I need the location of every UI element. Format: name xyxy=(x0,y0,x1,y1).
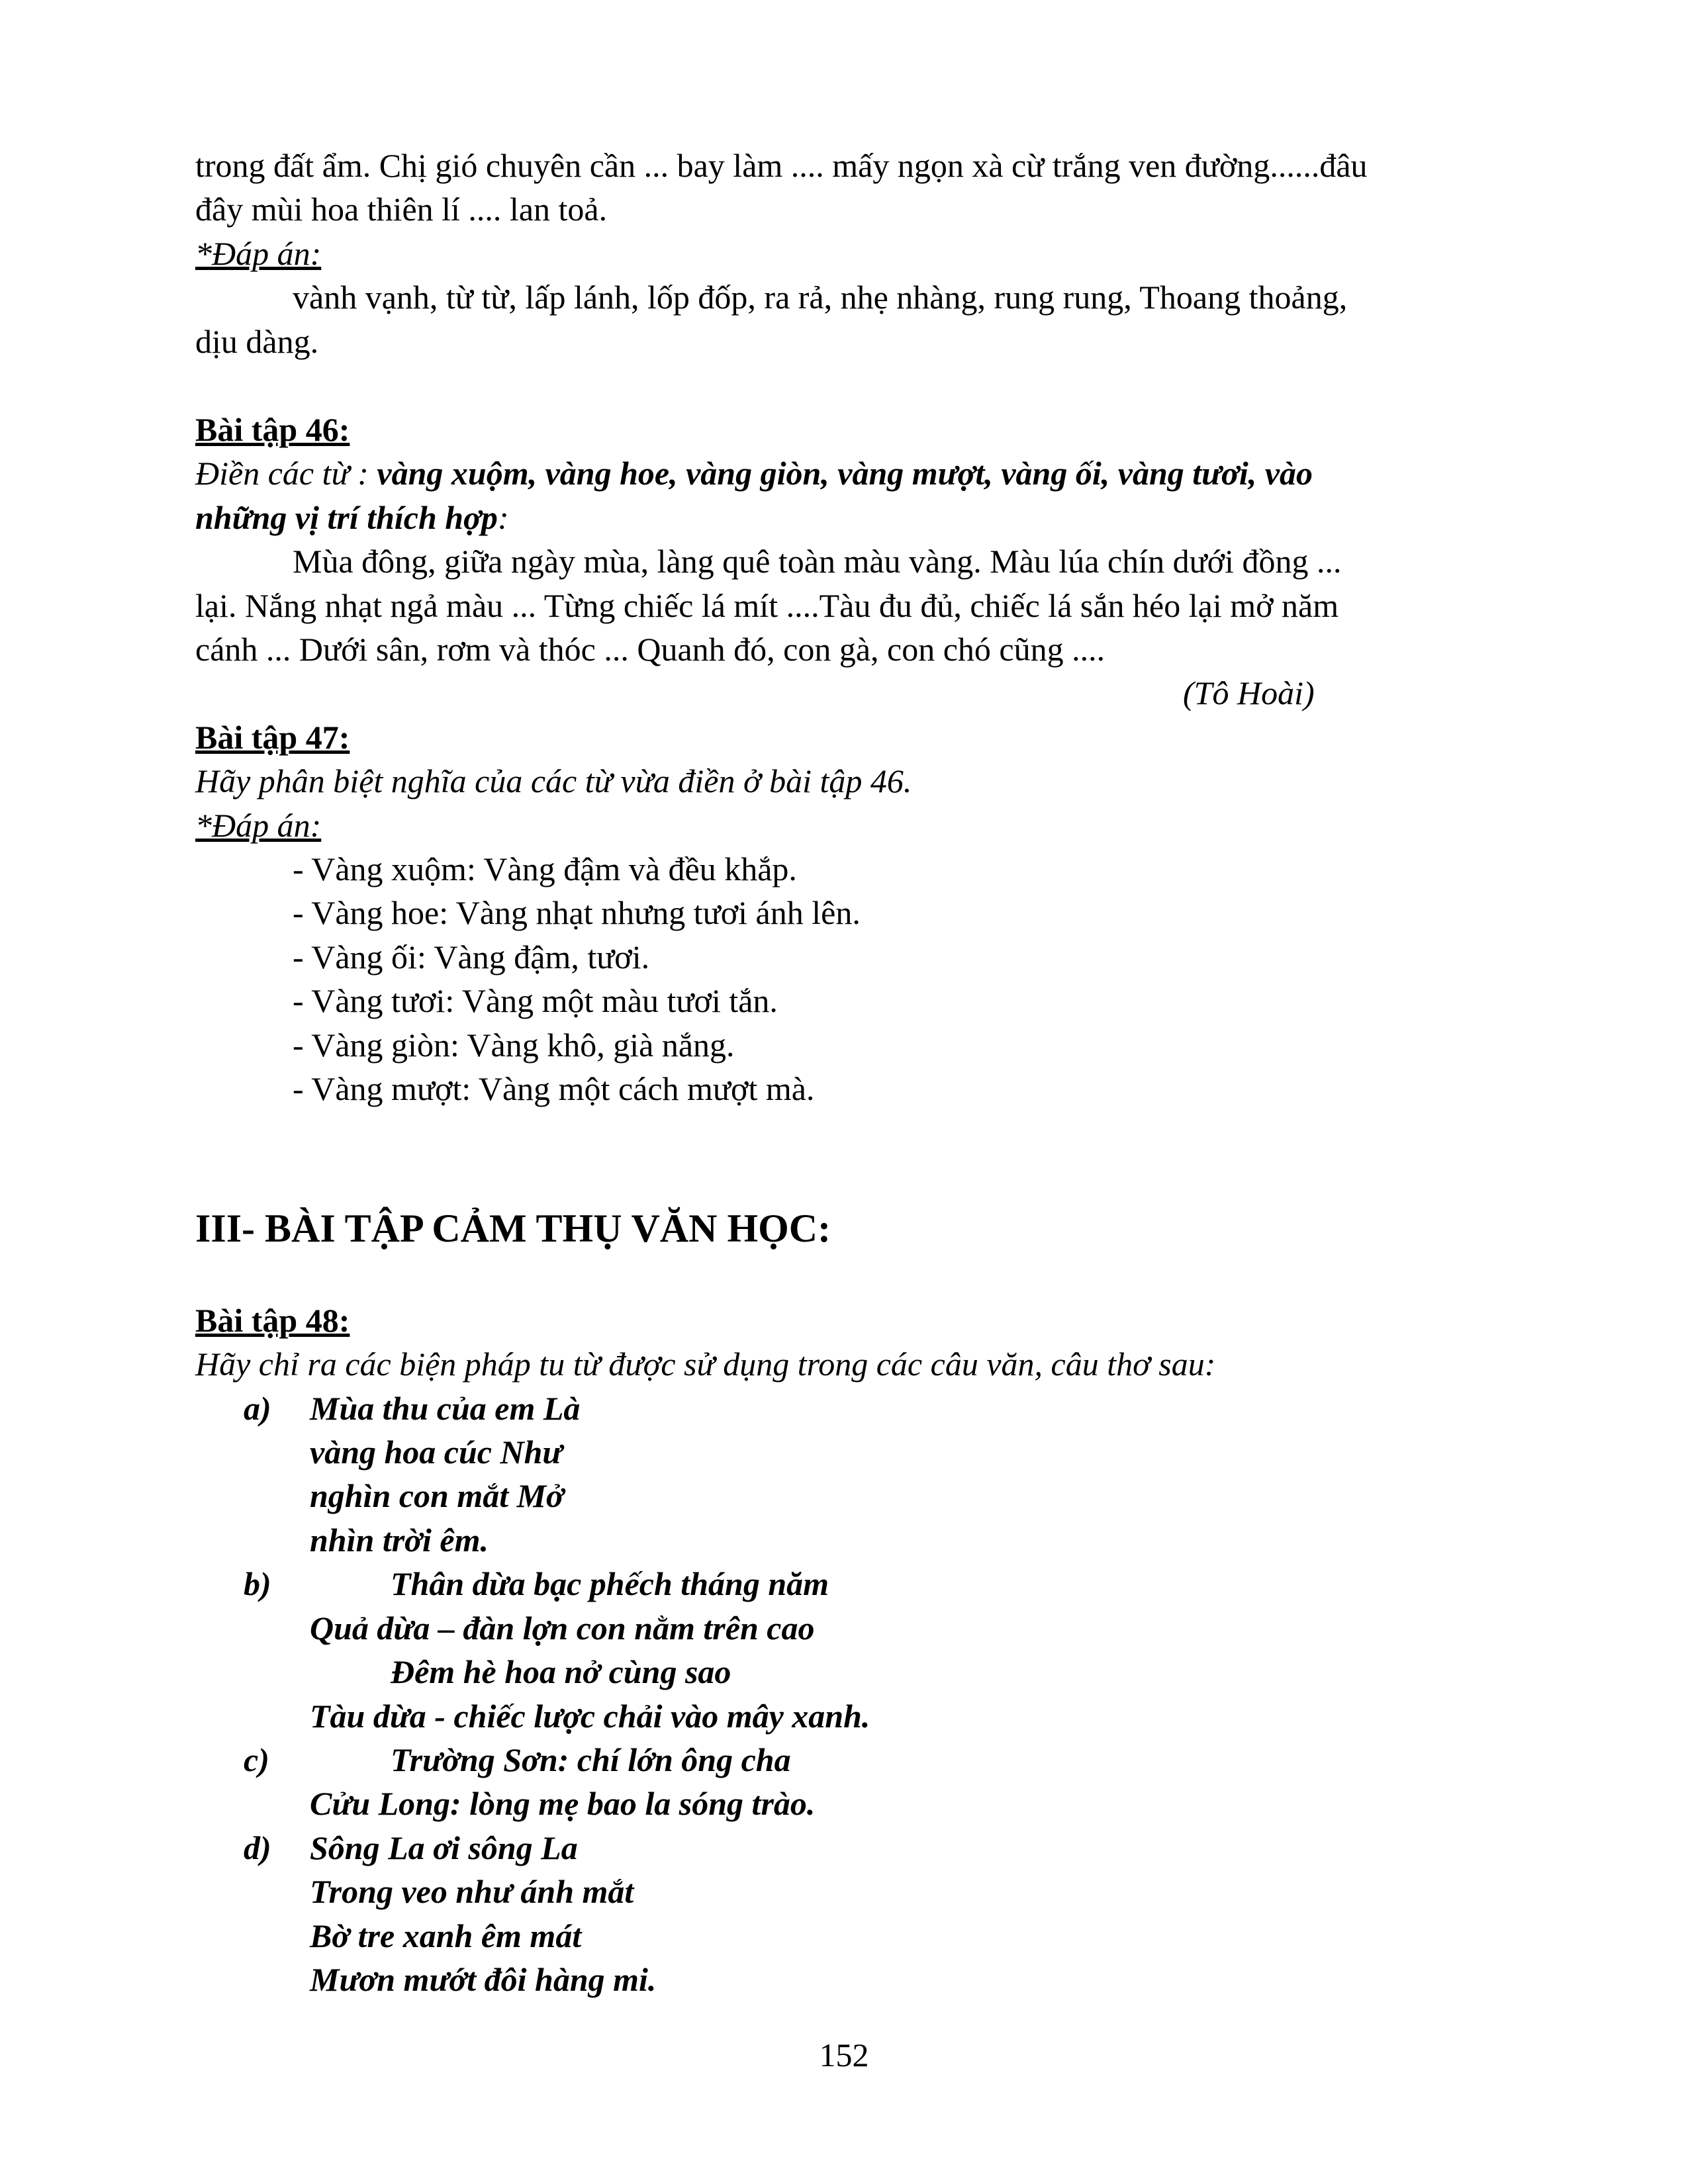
poem-line: Tàu dừa - chiếc lược chải vào mây xanh. xyxy=(310,1698,870,1735)
exercise-46-text: lại. Nắng nhạt ngả màu ... Từng chiếc lá mít ....Tàu đu đủ, chiếc lá sắn héo lại mở năm xyxy=(195,587,1339,624)
exercise-48-title: Bài tập 48: xyxy=(195,1302,350,1339)
exercise-48-prompt: Hãy chỉ ra các biện pháp tu từ được sử dụng trong các câu văn, câu thơ sau: xyxy=(195,1345,1216,1383)
exercise-46-prompt-cont xyxy=(195,496,509,539)
poem-line: Quả dừa – đàn lợn con nằm trên cao xyxy=(310,1610,815,1647)
prompt-words: vàng xuộm, vàng hoe, vàng giòn, vàng mượt, vàng ối, vàng tươi, vào xyxy=(377,455,1313,492)
poem-line: Thân dừa bạc phếch tháng năm xyxy=(391,1565,829,1602)
poem-line: Bờ tre xanh êm mát xyxy=(310,1917,582,1954)
list-item: - Vàng xuộm: Vàng đậm và đều khắp. xyxy=(293,850,797,887)
list-item: - Vàng ối: Vàng đậm, tươi. xyxy=(293,938,650,976)
exercise-46-title: Bài tập 46: xyxy=(195,411,350,448)
answer-line: dịu dàng. xyxy=(195,323,319,360)
item-label: a) xyxy=(244,1390,271,1427)
poem-line: Cửu Long: lòng mẹ bao la sóng trào. xyxy=(310,1785,816,1822)
poem-line: nhìn trời êm. xyxy=(310,1522,489,1559)
intro-line: trong đất ẩm. Chị gió chuyên cần ... bay làm .... mấy ngọn xà cừ trắng ven đường......đâu xyxy=(195,147,1368,184)
exercise-47-prompt: Hãy phân biệt nghĩa của các từ vừa điền ở bài tập 46. xyxy=(195,762,912,799)
intro-line: đây mùi hoa thiên lí .... lan toả. xyxy=(195,191,608,228)
section-title: III- BÀI TẬP CẢM THỤ VĂN HỌC: xyxy=(195,1206,831,1250)
prompt-lead: Điền các từ : xyxy=(195,455,377,492)
answer-label: *Đáp án: xyxy=(195,807,322,844)
list-item: - Vàng tươi: Vàng một màu tươi tắn. xyxy=(293,982,778,1019)
page-number: 152 xyxy=(819,2036,869,2073)
poem-line: Đêm hè hoa nở cùng sao xyxy=(391,1653,731,1690)
poem-line: Trường Sơn: chí lớn ông cha xyxy=(391,1741,791,1778)
exercise-46-text: cánh ... Dưới sân, rơm và thóc ... Quanh đó, con gà, con chó cũng .... xyxy=(195,631,1105,668)
poem-line: Mươn mướt đôi hàng mi. xyxy=(310,1961,657,1998)
list-item: - Vàng giòn: Vàng khô, già nắng. xyxy=(293,1026,735,1064)
poem-line: nghìn con mắt Mở xyxy=(310,1477,564,1514)
exercise-47-title: Bài tập 47: xyxy=(195,719,350,756)
answer-label: *Đáp án: xyxy=(195,235,322,272)
item-label: c) xyxy=(244,1741,269,1778)
author: (Tô Hoài) xyxy=(1183,674,1315,711)
prompt-tail: những vị trí thích hợp xyxy=(195,499,498,536)
prompt-colon: : xyxy=(497,499,509,536)
exercise-46-text: Mùa đông, giữa ngày mùa, làng quê toàn màu vàng. Màu lúa chín dưới đồng ... xyxy=(293,543,1342,580)
poem-line: Trong veo như ánh mắt xyxy=(310,1873,634,1910)
poem-line: Mùa thu của em Là xyxy=(310,1390,581,1427)
item-label: b) xyxy=(244,1565,271,1602)
exercise-46-prompt xyxy=(195,451,1313,495)
item-label: d) xyxy=(244,1829,271,1866)
list-item: - Vàng hoe: Vàng nhạt nhưng tươi ánh lên. xyxy=(293,894,861,931)
poem-line: vàng hoa cúc Như xyxy=(310,1433,563,1471)
list-item: - Vàng mượt: Vàng một cách mượt mà. xyxy=(293,1070,815,1107)
poem-line: Sông La ơi sông La xyxy=(310,1829,578,1866)
answer-line: vành vạnh, từ từ, lấp lánh, lốp đốp, ra rả, nhẹ nhàng, rung rung, Thoang thoảng, xyxy=(293,279,1348,316)
